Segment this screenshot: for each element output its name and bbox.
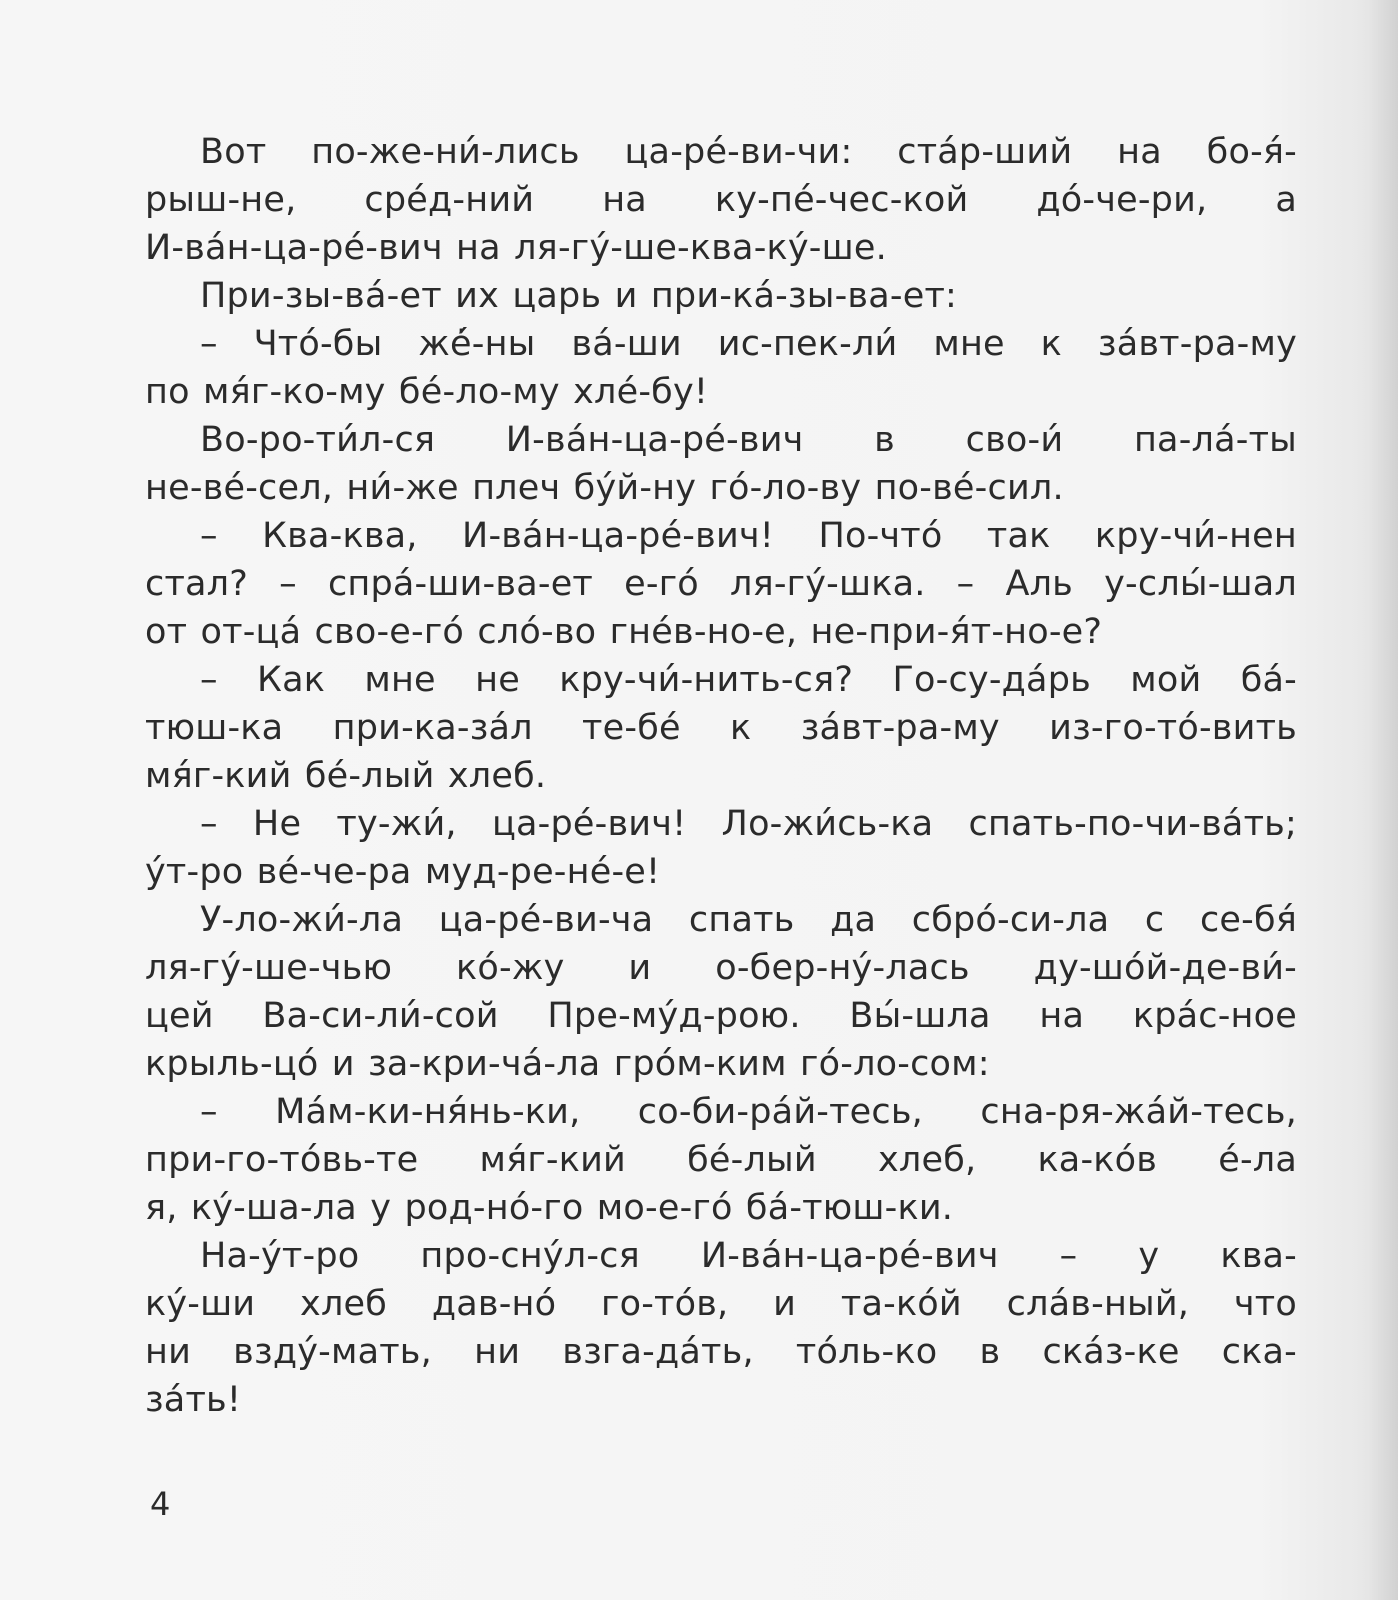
text-line: ни взду́-мать, ни взга-да́ть, то́ль-ко в ска́з-ке ска-	[145, 1332, 1297, 1372]
text-line: за́ть!	[145, 1380, 242, 1420]
text-line: И-ва́н-ца-ре́-вич на ля-гу́-ше-ква-ку́-ше.	[145, 228, 887, 268]
text-line: крыль-цо́ и за-кри-ча́-ла гро́м-ким го́-ло-сом:	[145, 1044, 990, 1084]
text-line: У-ло-жи́-ла ца-ре́-ви-ча спать да сбро́-си-ла с се-бя́	[200, 900, 1297, 940]
text-line: – Ма́м-ки-ня́нь-ки, со-би-ра́й-тесь, сна-ря-жа́й-тесь,	[200, 1092, 1297, 1132]
text-line: тюш-ка при-ка-за́л те-бе́ к за́вт-ра-му из-го-то́-вить	[145, 708, 1297, 748]
text-line: у́т-ро ве́-че-ра муд-ре-не́-е!	[145, 852, 661, 892]
text-line: не-ве́-сел, ни́-же плеч бу́й-ну го́-ло-ву по-ве́-сил.	[145, 468, 1064, 508]
text-line: при-го-то́вь-те мя́г-кий бе́-лый хлеб, ка-ко́в е́-ла	[145, 1140, 1297, 1180]
text-line: При-зы-ва́-ет их царь и при-ка́-зы-ва-ет:	[200, 276, 958, 316]
text-line: по мя́г-ко-му бе́-ло-му хле́-бу!	[145, 372, 709, 412]
text-line: Во-ро-ти́л-ся И-ва́н-ца-ре́-вич в сво-и́ па-ла́-ты	[200, 420, 1297, 460]
text-line: – Что́-бы же̇́-ны ва́-ши ис-пек-ли́ мне к за́вт-ра-му	[200, 324, 1297, 364]
text-line: от от-ца́ сво-е-го́ сло́-во гне́в-но-е, не-при-я́т-но-е?	[145, 612, 1103, 652]
page-number: 4	[150, 1485, 171, 1523]
page-edge-shadow	[1368, 0, 1398, 1600]
text-line: – Ква-ква, И-ва́н-ца-ре́-вич! По-что́ так кру-чи́-нен	[200, 516, 1297, 556]
text-line: рыш-не, сре́д-ний на ку-пе́-чес-кой до́-че-ри, а	[145, 180, 1297, 220]
story-text	[145, 128, 1297, 1424]
text-line: мя́г-кий бе́-лый хлеб.	[145, 756, 547, 796]
text-line: цей Ва-си-ли́-сой Пре-му́д-рою. Вы́-шла на кра́с-ное	[145, 996, 1297, 1036]
text-line: я, ку́-ша-ла у род-но́-го мо-е-го́ ба́-тюш-ки.	[145, 1188, 954, 1228]
text-line: стал? – спра́-ши-ва-ет е-го́ ля-гу́-шка. – Аль у-слы́-шал	[145, 564, 1297, 604]
text-line: – Не ту-жи́, ца-ре́-вич! Ло-жи́сь-ка спать-по-чи-ва́ть;	[200, 804, 1297, 844]
text-line: ля-гу́-ше-чью ко́-жу и о-бер-ну́-лась ду-шо́й-де-ви́-	[145, 948, 1297, 988]
text-line: Вот по-же-ни́-лись ца-ре́-ви-чи: ста́р-ший на бо-я́-	[200, 132, 1297, 172]
text-line: На-у́т-ро про-сну́л-ся И-ва́н-ца-ре́-вич – у ква-	[200, 1236, 1297, 1276]
text-line: ку́-ши хлеб дав-но́ го-то́в, и та-ко́й сла́в-ный, что	[145, 1284, 1297, 1324]
text-line: – Как мне не кру-чи́-нить-ся? Го-су-да́рь мой ба́-	[200, 660, 1297, 700]
